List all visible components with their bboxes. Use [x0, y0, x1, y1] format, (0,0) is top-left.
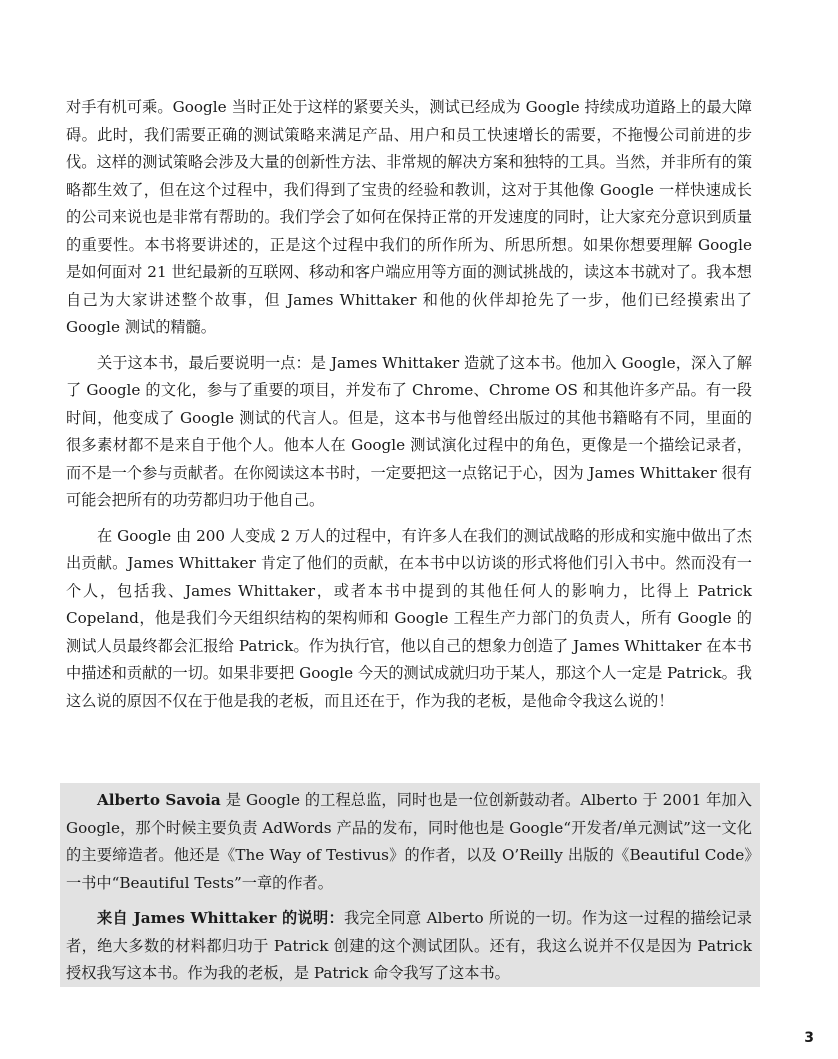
- note-bold-lead: Alberto Savoia: [97, 791, 221, 809]
- paragraph: 关于这本书，最后要说明一点：是 James Whittaker 造就了这本书。他加入 Google，深入了解了 Google 的文化，参与了重要的项目，并发布了 Chrome、Chrome OS 和其他许多产品。有一段时间，他变成了 Google 测试的代言人。但是，这本书与他曾经出版过的其他书籍略有不同，里面的很多素材都不是来自于他个人。他本人在 Google 测试演化过程中的角色，更像是一个描绘记录者，而不是一个参与贡献者。在你阅读这本书时，一定要把这一点铭记于心，因为 James Whittaker 很有可能会把所有的功劳都归功于他自己。: [66, 353, 752, 509]
- paragraph: 在 Google 由 200 人变成 2 万人的过程中，有许多人在我们的测试战略的形成和实施中做出了杰出贡献。James Whittaker 肯定了他们的贡献，在本书中以访谈的形式将他们引入书中。然而没有一个人，包括我、James Whittaker，或者本书中提到的其他任何人的影响力，比得上 Patrick Copeland，他是我们今天组织结构的架构师和 Google 工程生产力部门的负责人，所有 Google 的测试人员最终都会汇报给 Patrick。作为执行官，他以自己的想象力创造了 James Whittaker 在本书中描述和贡献的一切。如果非要把 Google 今天的测试成就归功于某人，那这个人一定是 Patrick。我这么说的原因不仅在于他是我的老板，而且还在于，作为我的老板，是他命令我这么说的！: [66, 526, 752, 710]
- page-number: 3: [804, 1030, 814, 1046]
- whittaker-note: [66, 905, 752, 988]
- paragraph: 对手有机可乘。Google 当时正处于这样的紧要关头，测试已经成为 Google 持续成功道路上的最大障碍。此时，我们需要正确的测试策略来满足产品、用户和员工快速增长的需要，不拖慢公司前进的步伐。这样的测试策略会涉及大量的创新性方法、非常规的解决方案和独特的工具。当然，并非所有的策略都生效了，但在这个过程中，我们得到了宝贵的经验和教训，这对于其他像 Google 一样快速成长的公司来说也是非常有帮助的。我们学会了如何在保持正常的开发速度的同时，让大家充分意识到质量的重要性。本书将要讲述的，正是这个过程中我们的所作所为、所思所想。如果你想要理解 Google 是如何面对 21 世纪最新的互联网、移动和客户端应用等方面的测试挑战的，读这本书就对了。我本想自己为大家讲述整个故事，但 James Whittaker 和他的伙伴却抢先了一步，他们已经摸索出了 Google 测试的精髓。: [66, 98, 752, 336]
- note-text: 我完全同意 Alberto 所说的一切。作为这一过程的描绘记录者，绝大多数的材料都归功于 Patrick 创建的这个测试团队。还有，我这么说并不仅是因为 Patrick 授权我写这本书。作为我的老板，是 Patrick 命令我写了这本书。: [66, 909, 752, 982]
- note-text: 是 Google 的工程总监，同时也是一位创新鼓动者。Alberto 于 2001 年加入 Google，那个时候主要负责 AdWords 产品的发布，同时他也是 Google“开发者/单元测试”这一文化的主要缔造者。他还是《The Way of Testivus》的作者，以及 O’Reilly 出版的《Beautiful Code》一书中“Beautiful Tests”一章的作者。: [66, 791, 752, 892]
- note-bold-lead: 来自 James Whittaker 的说明：: [97, 909, 345, 927]
- body-text: [66, 94, 752, 723]
- author-note: [66, 787, 752, 897]
